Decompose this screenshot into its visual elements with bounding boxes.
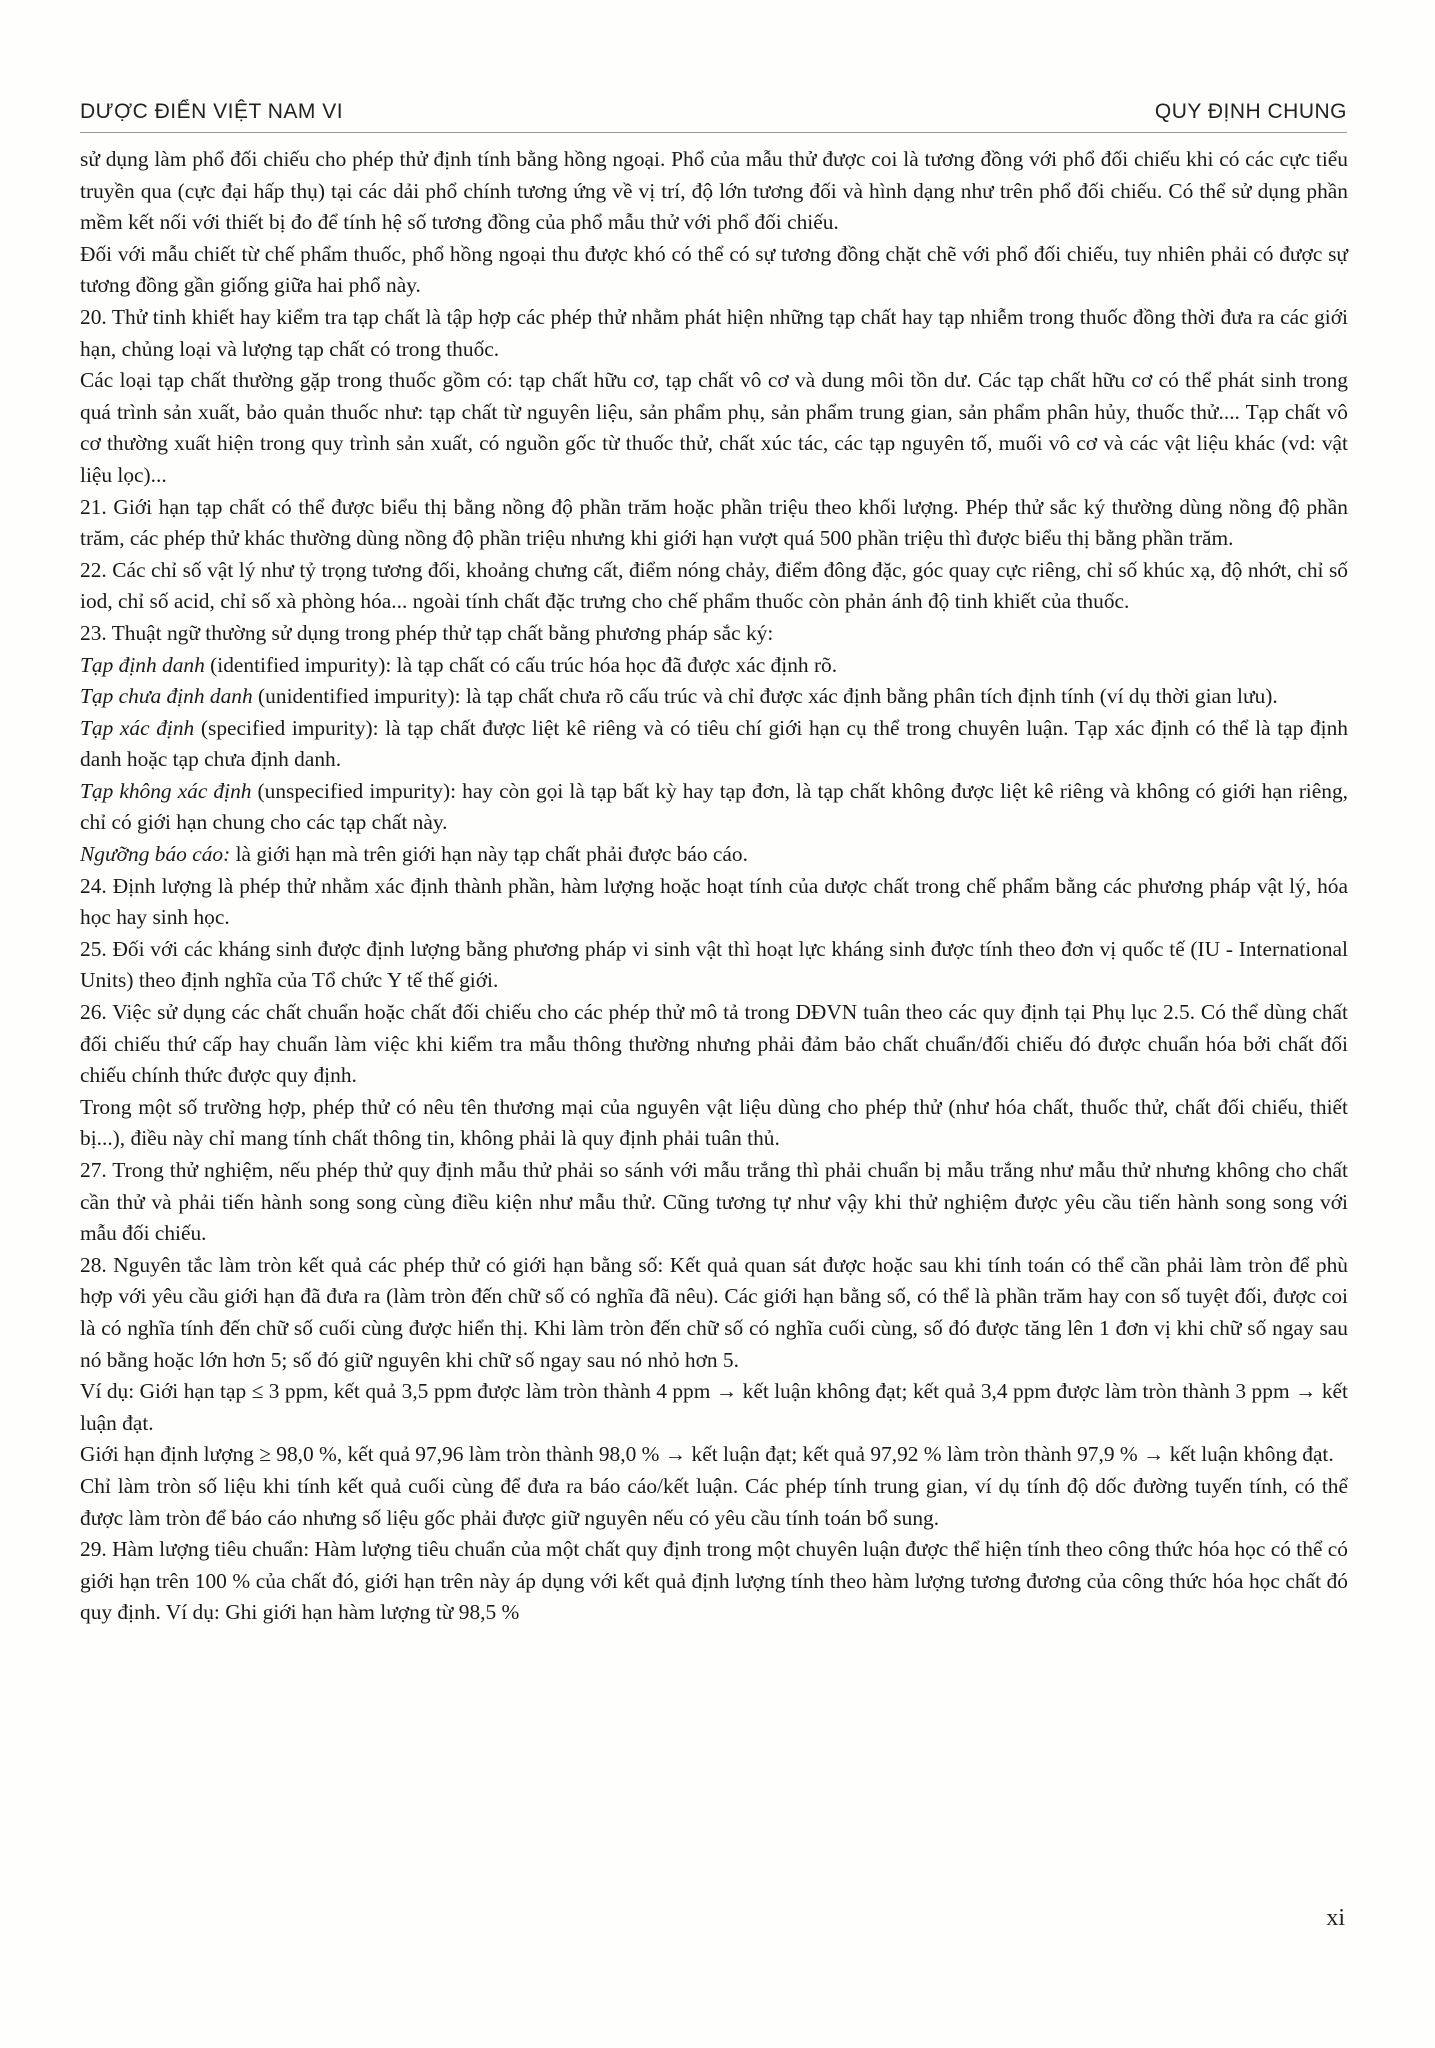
paragraph-text: là giới hạn mà trên giới hạn này tạp chất phải được báo cáo. — [230, 842, 748, 867]
paragraph — [80, 934, 1348, 997]
paragraph — [80, 1155, 1348, 1250]
paragraph — [80, 555, 1348, 618]
paragraph — [80, 1439, 1348, 1471]
paragraph — [80, 713, 1348, 776]
paragraph — [80, 618, 1348, 650]
paragraph-text: (specified impurity): là tạp chất được liệt kê riêng và có tiêu chí giới hạn cụ thể trong chuyên luận. Tạp xác định có thể là tạp định danh hoặc tạp chưa định danh. — [80, 715, 1348, 772]
paragraph-text: 23. Thuật ngữ thường sử dụng trong phép thử tạp chất bằng phương pháp sắc ký: — [80, 620, 774, 645]
paragraph-text: 21. Giới hạn tạp chất có thể được biểu thị bằng nồng độ phần trăm hoặc phần triệu theo khối lượng. Phép thử sắc ký thường dùng nồng độ phần trăm, các phép thử khác thường dùng nồng độ phần triệu nhưng khi giới hạn vượt quá 500 phần triệu thì được biểu thị bằng phần trăm. — [80, 494, 1348, 551]
paragraph — [80, 776, 1348, 839]
page-number: xi — [1326, 1905, 1345, 1931]
header-book-title: DƯỢC ĐIỂN VIỆT NAM VI — [80, 100, 344, 123]
paragraph — [80, 1376, 1348, 1439]
paragraph-text: Ví dụ: Giới hạn tạp ≤ 3 ppm, kết quả 3,5 ppm được làm tròn thành 4 ppm → kết luận không đạt; kết quả 3,4 ppm được làm tròn thành 3 ppm → kết luận đạt. — [80, 1379, 1348, 1435]
paragraph — [80, 302, 1348, 365]
paragraph-text: 22. Các chỉ số vật lý như tỷ trọng tương đối, khoảng chưng cất, điểm nóng chảy, điểm đông đặc, góc quay cực riêng, chỉ số khúc xạ, độ nhớt, chỉ số iod, chỉ số acid, chỉ số xà phòng hóa... ngoài tính chất đặc trưng cho chế phẩm thuốc còn phản ánh độ tinh khiết của thuốc. — [80, 557, 1348, 614]
paragraph-text: Các loại tạp chất thường gặp trong thuốc gồm có: tạp chất hữu cơ, tạp chất vô cơ và dung môi tồn dư. Các tạp chất hữu cơ có thể phát sinh trong quá trình sản xuất, bảo quản thuốc như: tạp chất từ nguyên liệu, sản phẩm phụ, sản phẩm trung gian, sản phẩm phân hủy, thuốc thử.... Tạp chất vô cơ thường xuất hiện trong quy trình sản xuất, có nguồn gốc từ thuốc thử, chất xúc tác, các tạp nguyên tố, muối vô cơ và các vật liệu khác (vd: vật liệu lọc)... — [80, 368, 1348, 487]
paragraph-text: sử dụng làm phổ đối chiếu cho phép thử định tính bằng hồng ngoại. Phổ của mẫu thử được coi là tương đồng với phổ đối chiếu khi có các cực tiểu truyền qua (cực đại hấp thụ) tại các dải phổ chính tương ứng về vị trí, độ lớn tương đối và hình dạng như trên phổ đối chiếu. Có thể sử dụng phần mềm kết nối với thiết bị đo để tính hệ số tương đồng của phổ mẫu thử với phổ đối chiếu. — [80, 147, 1348, 235]
term-name: Tạp chưa định danh — [80, 684, 253, 709]
paragraph-text: (unidentified impurity): là tạp chất chưa rõ cấu trúc và chỉ được xác định bằng phân tích định tính (ví dụ thời gian lưu). — [252, 684, 1278, 709]
running-header — [80, 98, 1347, 133]
paragraph — [80, 1534, 1348, 1629]
paragraph — [80, 365, 1348, 491]
term-name: Tạp không xác định — [80, 778, 252, 803]
paragraph-text: 24. Định lượng là phép thử nhằm xác định thành phần, hàm lượng hoặc hoạt tính của dược chất trong chế phẩm bằng các phương pháp vật lý, hóa học hay sinh học. — [80, 873, 1348, 930]
term-name: Ngưỡng báo cáo: — [80, 842, 231, 867]
paragraph — [80, 650, 1348, 682]
paragraph — [80, 239, 1348, 302]
paragraph — [80, 681, 1348, 713]
paragraph — [80, 492, 1348, 555]
paragraph-text: 25. Đối với các kháng sinh được định lượng bằng phương pháp vi sinh vật thì hoạt lực kháng sinh được tính theo đơn vị quốc tế (IU - International Units) theo định nghĩa của Tổ chức Y tế thế giới. — [80, 936, 1348, 993]
paragraph-text: (unspecified impurity): hay còn gọi là tạp bất kỳ hay tạp đơn, là tạp chất không được liệt kê riêng và không có giới hạn riêng, chỉ có giới hạn chung cho các tạp chất này. — [80, 778, 1348, 835]
paragraph — [80, 1471, 1348, 1534]
term-name: Tạp xác định — [80, 715, 195, 740]
paragraph-text: Chỉ làm tròn số liệu khi tính kết quả cuối cùng để đưa ra báo cáo/kết luận. Các phép tính trung gian, ví dụ tính độ dốc đường tuyến tính, có thể được làm tròn để báo cáo nhưng số liệu gốc phải được giữ nguyên nếu có yêu cầu tính toán bổ sung. — [80, 1473, 1348, 1530]
paragraph-text: 29. Hàm lượng tiêu chuẩn: Hàm lượng tiêu chuẩn của một chất quy định trong một chuyên luận được thể hiện tính theo công thức hóa học có thể có giới hạn trên 100 % của chất đó, giới hạn trên này áp dụng với kết quả định lượng tính theo hàm lượng tương đương của công thức hóa học chất đó quy định. Ví dụ: Ghi giới hạn hàm lượng từ 98,5 % — [80, 1537, 1348, 1625]
body-text — [80, 144, 1348, 1629]
paragraph-text: (identified impurity): là tạp chất có cấu trúc hóa học đã được xác định rõ. — [204, 652, 838, 677]
paragraph-text: 26. Việc sử dụng các chất chuẩn hoặc chất đối chiếu cho các phép thử mô tả trong DĐVN tuân theo các quy định tại Phụ lục 2.5. Có thể dùng chất đối chiếu thứ cấp hay chuẩn làm việc khi kiểm tra mẫu thông thường nhưng phải đảm bảo chất chuẩn/đối chiếu đó được chuẩn hóa bởi chất đối chiếu chính thức được quy định. — [80, 1000, 1348, 1088]
paragraph-text: Đối với mẫu chiết từ chế phẩm thuốc, phổ hồng ngoại thu được khó có thể có sự tương đồng chặt chẽ với phổ đối chiếu, tuy nhiên phải có được sự tương đồng gần giống giữa hai phổ này. — [80, 241, 1348, 298]
paragraph — [80, 1092, 1348, 1155]
paragraph-text: Trong một số trường hợp, phép thử có nêu tên thương mại của nguyên vật liệu dùng cho phép thử (như hóa chất, thuốc thử, chất đối chiếu, thiết bị...), điều này chỉ mang tính chất thông tin, không phải là quy định phải tuân thủ. — [80, 1094, 1348, 1151]
paragraph — [80, 839, 1348, 871]
paragraph-text: Giới hạn định lượng ≥ 98,0 %, kết quả 97,96 làm tròn thành 98,0 % → kết luận đạt; kết quả 97,92 % làm tròn thành 97,9 % → kết luận không đạt. — [80, 1442, 1334, 1467]
term-name: Tạp định danh — [80, 652, 205, 677]
paragraph — [80, 1250, 1348, 1376]
paragraph-text: 20. Thử tinh khiết hay kiểm tra tạp chất là tập hợp các phép thử nhằm phát hiện những tạp chất hay tạp nhiễm trong thuốc đồng thời đưa ra các giới hạn, chủng loại và lượng tạp chất có trong thuốc. — [80, 304, 1348, 361]
paragraph-text: 28. Nguyên tắc làm tròn kết quả các phép thử có giới hạn bằng số: Kết quả quan sát được hoặc sau khi tính toán có thể cần phải làm tròn để phù hợp với yêu cầu giới hạn đã đưa ra (làm tròn đến chữ số có nghĩa đã nêu). Các giới hạn bằng số, có thể là phần trăm hay con số tuyệt đối, được coi là có nghĩa tính đến chữ số cuối cùng được hiển thị. Khi làm tròn đến chữ số có nghĩa cuối cùng, số đó được tăng lên 1 đơn vị khi chữ số ngay sau nó bằng hoặc lớn hơn 5; số đó giữ nguyên khi chữ số ngay sau nó nhỏ hơn 5. — [80, 1252, 1348, 1372]
paragraph — [80, 871, 1348, 934]
paragraph — [80, 144, 1348, 239]
paragraph — [80, 997, 1348, 1092]
paragraph-text: 27. Trong thử nghiệm, nếu phép thử quy định mẫu thử phải so sánh với mẫu trắng thì phải chuẩn bị mẫu trắng như mẫu thử nhưng không cho chất cần thử và phải tiến hành song song cùng điều kiện như mẫu thử. Cũng tương tự như vậy khi thử nghiệm được yêu cầu tiến hành song song với mẫu đối chiếu. — [80, 1158, 1348, 1246]
header-section-title: QUY ĐỊNH CHUNG — [1154, 100, 1347, 123]
